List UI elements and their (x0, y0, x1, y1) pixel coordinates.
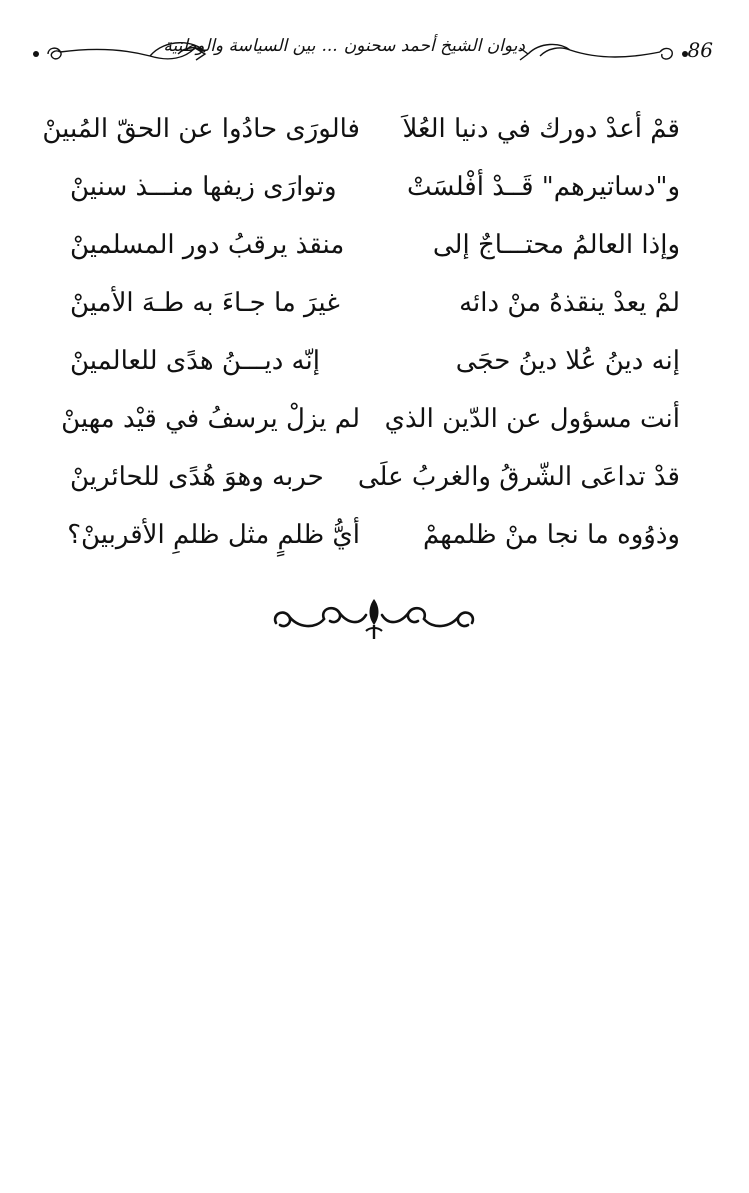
verse-first-hemistich: قمْ أعدْ دورك في دنيا العُلاَ (402, 114, 680, 144)
verse-second-hemistich: غيرَ ما جـاءَ به طـهَ الأمينْ (70, 288, 340, 318)
verse-first-hemistich: وإذا العالمُ محتـــاجٌ إلى (432, 230, 680, 260)
verse-first-hemistich: وذوُوه ما نجا منْ ظلمهمْ (422, 520, 680, 550)
book-title: ديوان الشيخ أحمد سحنون (343, 36, 525, 56)
verse-first-hemistich: و"دساتيرهم" قَــدْ أفْلسَتْ (406, 172, 680, 202)
verse-second-hemistich: منقذ يرقبُ دور المسلمينْ (70, 230, 345, 260)
page-number: 86 (687, 38, 713, 62)
poem (42, 100, 680, 564)
verse (42, 100, 680, 158)
verse (70, 448, 680, 506)
title-separator: ... (321, 36, 338, 56)
verse-second-hemistich: لم يزلْ يرسفُ في قيْد مهينْ (61, 404, 360, 434)
verse-second-hemistich: وتوارَى زيفها منـــذ سنينْ (70, 172, 337, 202)
section-title: بين السياسة والوطنية (163, 36, 316, 56)
page-header (0, 18, 749, 78)
fleuron-divider-icon (268, 595, 480, 645)
running-title (163, 36, 525, 56)
verse-first-hemistich: إنه دينُ عُلا دينُ حجَى (455, 346, 680, 376)
verse-second-hemistich: فالورَى حادُوا عن الحقّ المُبينْ (42, 114, 360, 144)
verse (70, 274, 680, 332)
verse-second-hemistich: حربه وهوَ هُدًى للحائرينْ (70, 462, 324, 492)
verse (61, 390, 680, 448)
verse-second-hemistich: إنّه ديـــنُ هدًى للعالمينْ (70, 346, 320, 376)
verse (70, 332, 680, 390)
verse-first-hemistich: قدْ تداعَى الشّرقُ والغربُ علَى (357, 462, 680, 492)
verse (67, 506, 680, 564)
verse-first-hemistich: لمْ يعدْ ينقذهُ منْ دائه (459, 288, 680, 318)
verse-first-hemistich: أنت مسؤول عن الدّين الذي (384, 404, 680, 434)
verse-second-hemistich: أيُّ ظلمٍ مثل ظلمِ الأقربينْ؟ (67, 520, 360, 550)
verse (70, 158, 680, 216)
verse (70, 216, 680, 274)
